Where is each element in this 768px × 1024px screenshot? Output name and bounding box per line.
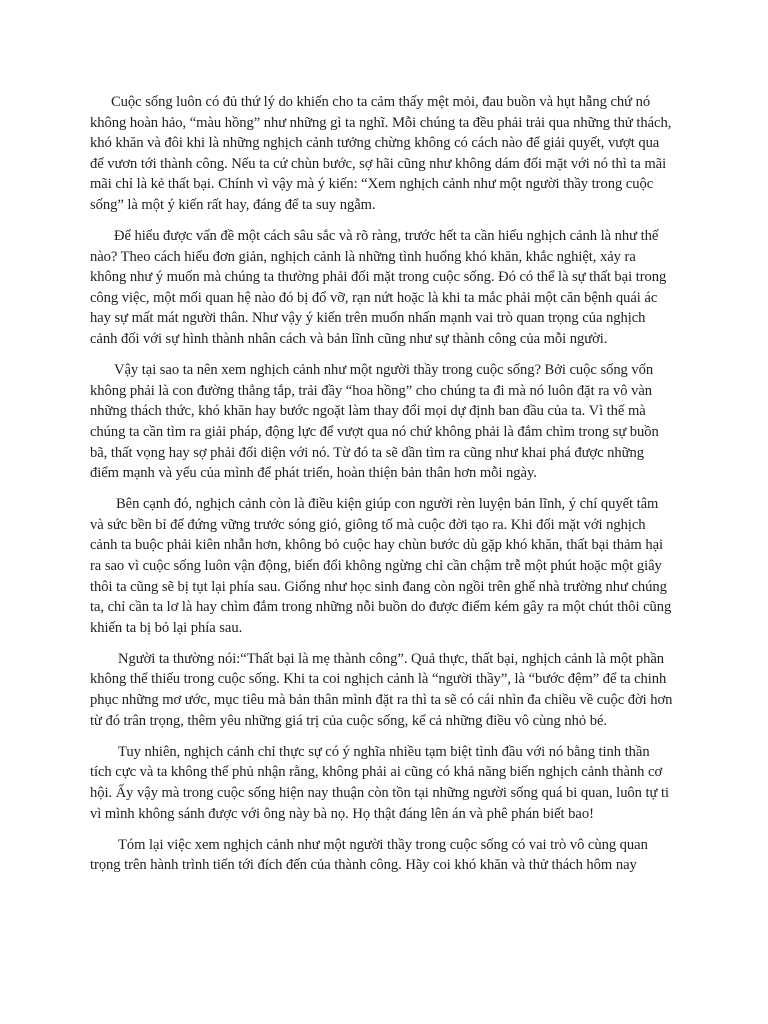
paragraph-3: Vậy tại sao ta nên xem nghịch cảnh như một người thầy trong cuộc sống? Bởi cuộc sống vốn không phải là con đường thẳng tắp, trải đầy “hoa hồng” cho chúng ta đi mà nó luôn đặt ra vô vàn những thách thức, khó khăn hay bước ngoặt làm thay đổi mọi dự định ban đầu của ta. Vì thế mà chúng ta cần tìm ra giải pháp, động lực để vượt qua nó chứ không phải là đắm chìm trong sự buồn bã, thất vọng hay sợ phải đối diện với nó. Từ đó ta sẽ dần tìm ra cũng như khai phá được những điểm mạnh và yếu của mình để phát triển, hoàn thiện bản thân hơn mỗi ngày.: [90, 362, 659, 482]
essay-body: [90, 92, 674, 886]
paragraph-5: Người ta thường nói:“Thất bại là mẹ thành công”. Quả thực, thất bại, nghịch cảnh là một phần không thể thiếu trong cuộc sống. Khi ta coi nghịch cảnh là “người thầy”, là “bước đệm” để ta chinh phục những mơ ước, mục tiêu mà bản thân mình đặt ra thì ta sẽ có cái nhìn đa chiều về cuộc đời hơn từ đó trân trọng, thêm yêu những giá trị của cuộc sống, kể cả những điều vô cùng nhỏ bé.: [90, 650, 673, 729]
paragraph-7: Tóm lại việc xem nghịch cảnh như một người thầy trong cuộc sống có vai trò vô cùng quan trọng trên hành trình tiến tới đích đến của thành công. Hãy coi khó khăn và thử thách hôm nay: [90, 836, 648, 874]
paragraph-4: Bên cạnh đó, nghịch cảnh còn là điều kiện giúp con người rèn luyện bản lĩnh, ý chí quyết tâm và sức bền bỉ để đứng vững trước sóng gió, giông tố mà cuộc đời tạo ra. Khi đối mặt với nghịch cảnh ta buộc phải kiên nhẫn hơn, không bỏ cuộc hay chùn bước dù gặp khó khăn, thất bại thảm hại ra sao vì cuộc sống luôn vận động, biến đổi không ngừng chỉ cần chậm trễ một phút hoặc một giây thôi ta cũng sẽ bị tụt lại phía sau. Giống như học sinh đang còn ngồi trên ghế nhà trường như chúng ta, chỉ cần ta lơ là hay chìm đắm trong những nỗi buồn do được điểm kém gây ra một chút thôi cũng khiến ta bị bỏ lại phía sau.: [90, 496, 672, 636]
paragraph-6: Tuy nhiên, nghịch cảnh chỉ thực sự có ý nghĩa nhiều tạm biệt tình đầu với nó bằng tinh thần tích cực và ta không thể phủ nhận rằng, không phải ai cũng có khả năng biến nghịch cảnh thành cơ hội. Ấy vậy mà trong cuộc sống hiện nay thuận còn tồn tại những người sống quá bi quan, luôn tự ti vì mình không sánh được với ông này bà nọ. Họ thật đáng lên án và phê phán biết bao!: [90, 743, 670, 822]
paragraph-1: Cuộc sống luôn có đủ thứ lý do khiến cho ta cảm thấy mệt mỏi, đau buồn và hụt hẫng chứ nó không hoàn hảo, “màu hồng” như những gì ta nghĩ. Mỗi chúng ta đều phải trải qua những thử thách, khó khăn và đôi khi là những nghịch cảnh tưởng chừng không có cách nào để giải quyết, vượt qua để vươn tới thành công. Nếu ta cứ chùn bước, sợ hãi cũng như không dám đối mặt với nó thì ta mãi mãi chỉ là kẻ thất bại. Chính vì vậy mà ý kiến: “Xem nghịch cảnh như một người thầy trong cuộc sống” là một ý kiến rất hay, đáng để ta suy ngẫm.: [90, 94, 672, 213]
paragraph-2: Để hiểu được vấn đề một cách sâu sắc và rõ ràng, trước hết ta cần hiểu nghịch cảnh là như thế nào? Theo cách hiểu đơn giản, nghịch cảnh là những tình huống khó khăn, khắc nghiệt, xảy ra không như ý muốn mà chúng ta thường phải đối mặt trong cuộc sống. Đó có thể là sự thất bại trong công việc, một mối quan hệ nào đó bị đổ vỡ, rạn nứt hoặc là khi ta mắc phải một căn bệnh quái ác hay sự mất mát người thân. Như vậy ý kiến trên muốn nhấn mạnh vai trò quan trọng của nghịch cảnh đối với sự hình thành nhân cách và bản lĩnh cũng như sự thành công của mỗi người.: [90, 228, 667, 348]
